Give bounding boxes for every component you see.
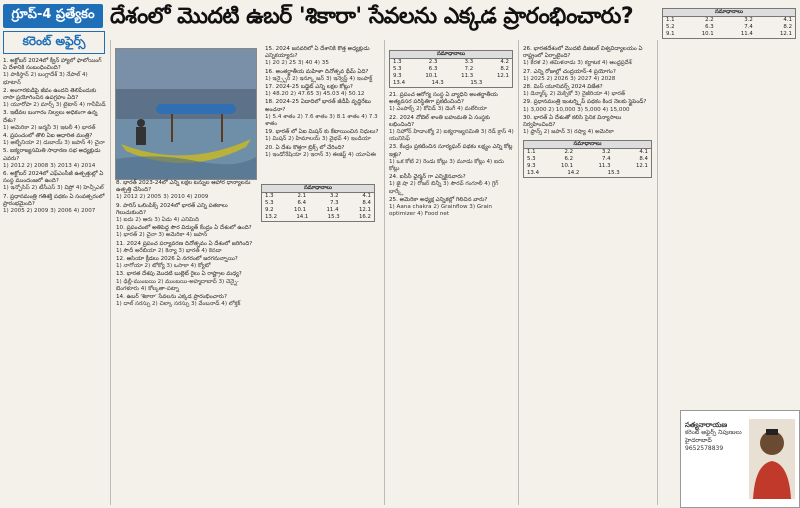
question-text: 7. ప్రధానమంత్రి గతిశక్తి పథకం ఏ సంవత్సరంలో ప్రారంభమైంది? xyxy=(3,193,105,207)
left-column xyxy=(0,0,108,216)
answer-cell: 14.3 xyxy=(431,80,444,86)
author-phone: 9652578839 xyxy=(685,445,724,452)
question-options: 1) అల్బేనియా 2) దుబాయ్ 3) జపాన్ 4) చైనా xyxy=(3,140,105,147)
question-text: 17. 2024-25 బడ్జెట్ ఎన్ని లక్షల కోట్లు? xyxy=(265,84,353,91)
answer-cell: 15.3 xyxy=(607,170,620,177)
page-title: దేశంలో మొదటి ఉబర్ 'శికారా' సేవలను ఎక్కడ ప్రారంభించారు? xyxy=(110,4,634,29)
answer-cell: 6.2 xyxy=(564,156,574,163)
question-text: 21. ప్రపంచ ఆరోగ్య సంస్థ ఏ వ్యాధిని అంతర్జాతీయ అత్యవసర పరిస్థితిగా ప్రకటించింది? xyxy=(389,92,498,106)
question-options: 1) ఒక కోటి 2) రెండు కోట్లు 3) మూడు కోట్లు 4) ఐదు కోట్లు xyxy=(389,158,504,173)
question-item xyxy=(523,46,653,68)
question-8: 8. భారత్ 2023-24లో ఎన్ని లక్షల టన్నుల ఆహార ధాన్యాలను ఉత్పత్తి చేసింది? 1) 2012 2) 2005 3) 2010 4) 2009 xyxy=(116,180,251,201)
answer-cell: 12.1 xyxy=(496,73,509,79)
answer-cell: 12.1 xyxy=(779,31,792,37)
question-text: 23. కేంద్రం ప్రకటించిన సూర్యఘర్ పథకం లక్ష్యం ఎన్ని కోట్ల ఇళ్లు? xyxy=(389,144,513,158)
question-item xyxy=(3,110,106,132)
question-text: 30. భారత్ ఏ దేశంతో కలిసి సైనిక విన్యాసాలు నిర్వహించింది? xyxy=(523,114,622,129)
answer-row xyxy=(390,80,512,87)
question-options: 1) నిహోన్ హిడాంక్యో 2) ఐక్యరాజ్యసమితి 3) రెడ్ క్రాస్ 4) యునిసెఫ్ xyxy=(389,129,514,143)
answer-cell: 11.4 xyxy=(740,31,753,37)
article-questions xyxy=(113,180,258,309)
column-divider xyxy=(657,40,658,505)
answer-cell: 6.3 xyxy=(428,66,438,72)
answer-cell: 9.3 xyxy=(527,163,536,170)
answer-cell: 5.2 xyxy=(666,24,675,30)
question-item xyxy=(3,148,106,170)
question-options: 1) ఎంపాక్స్ 2) కోవిడ్ 3) డెంగీ 4) మలేరియా xyxy=(389,106,487,113)
question-options: 1) అమెరికా 2) జర్మనీ 3) ఇటలీ 4) భారత్ xyxy=(3,124,96,131)
column-3 xyxy=(386,46,516,219)
answer-row xyxy=(262,193,374,200)
question-item xyxy=(389,144,514,173)
answer-cell: 1.3 xyxy=(393,59,402,65)
answer-row xyxy=(524,149,651,156)
answers-box-2 xyxy=(389,50,513,88)
answer-cell: 2.2 xyxy=(705,17,714,23)
answer-cell: 6.3 xyxy=(705,24,714,30)
answer-cell: 11.3 xyxy=(461,73,474,79)
answer-row xyxy=(390,59,512,66)
author-box xyxy=(680,410,800,508)
answer-cell: 5.3 xyxy=(527,156,536,163)
answer-cell: 9.1 xyxy=(666,31,675,37)
answer-cell: 2.2 xyxy=(564,149,574,156)
answer-cell: 2.1 xyxy=(297,193,307,199)
answer-cell: 4.1 xyxy=(362,193,371,199)
question-text: 4. ప్రపంచంలో తొలి ఏఐ ఆధారిత మంత్రి? xyxy=(3,133,93,140)
answer-cell: 9.2 xyxy=(265,207,274,213)
answer-cell: 3.3 xyxy=(464,59,474,65)
question-12: 12. ఆసియా క్రీడలు 2026 ఏ నగరంలో జరగనున్నాయి? 1) నాగోయా 2) టోక్యో 3) ఒసాకా 4) క్యోటో xyxy=(116,256,238,270)
middle-questions xyxy=(262,46,382,160)
answer-row xyxy=(262,200,374,207)
question-item xyxy=(523,115,653,137)
answer-cell: 15.3 xyxy=(327,214,340,220)
question-options: 1) 2012 2) 2008 3) 2013 4) 2014 xyxy=(3,162,96,169)
answer-cell: 10.1 xyxy=(294,207,307,213)
answers-heading: సమాధానాలు xyxy=(524,141,651,149)
answer-cell: 1.1 xyxy=(527,149,536,156)
question-text: 24. ఐసీసీ ఛైర్మన్ గా ఎన్నికైనవారు? xyxy=(389,174,466,181)
answer-row xyxy=(262,214,374,221)
answer-row xyxy=(524,170,651,177)
answer-cell: 8.2 xyxy=(500,66,509,72)
author-name: సత్యనారాయణ xyxy=(685,421,728,429)
answers-box-1 xyxy=(261,184,375,222)
question-options: 1) డెన్మార్క్ 2) మెక్సికో 3) నైజీరియా 4) భారత్ xyxy=(523,91,626,98)
question-item xyxy=(3,133,106,147)
middle-answers-column xyxy=(258,180,378,226)
shikara-photo xyxy=(115,48,257,180)
answer-cell: 8.2 xyxy=(783,24,792,30)
question-text: 22. 2024 నోబెల్ శాంతి బహుమతి ఏ సంస్థకు లభించింది? xyxy=(389,114,490,128)
question-options: 1) పాకిస్థాన్ 2) బంగ్లాదేశ్ 3) నేపాల్ 4) భూటాన్ xyxy=(3,72,88,86)
answer-row xyxy=(390,73,512,80)
question-text: 28. మిస్ యూనివర్స్ 2024 విజేత? xyxy=(523,84,603,91)
answer-cell: 11.4 xyxy=(326,207,339,213)
question-14: 14. ఉబర్ 'శికారా' సేవలను ఎక్కడ ప్రారంభించారు? 1) దాల్ సరస్సు 2) చిల్కా సరస్సు 3) వేంబనాడ్ 4) లోక్తక్ xyxy=(116,294,241,308)
question-options: 1) ఇన్ఫోసిస్ 2) టీసీఎస్ 3) విప్రో 4) హెచ్సీఎల్ xyxy=(3,185,104,192)
answer-cell: 12.1 xyxy=(635,163,648,170)
question-text: 27. ఎన్ని రోజుల్లో చంద్రయాన్-4 ప్రయోగం? xyxy=(523,68,616,75)
answer-row xyxy=(524,156,651,163)
question-item xyxy=(389,174,514,196)
answer-cell: 13.2 xyxy=(265,214,278,220)
answer-cell: 7.4 xyxy=(601,156,611,163)
question-options: 1) యూరోపా 2) మార్స్ 3) టైటాన్ 4) గానీమీడ్ xyxy=(3,102,106,109)
answers-heading: సమాధానాలు xyxy=(390,51,512,59)
question-13: 13. భారత దేశపు మొదటి బుల్లెట్ రైలు ఏ రాష్ట్రాల మధ్య? 1) ఢిల్లీ-ముంబయి 2) ముంబయి-అహ్మదాబాద్ 3) చెన్నై-బెంగళూరు 4) కోల్కతా-పట్నా xyxy=(116,271,242,292)
question-options: 1) మిషన్ 2) హిమాలయ్ 3) వైభవ్ 4) ఇండియా xyxy=(265,136,371,143)
question-item xyxy=(265,84,380,98)
answer-cell: 2.3 xyxy=(428,59,438,65)
answer-cell: 13.4 xyxy=(527,170,540,177)
answer-cell: 5.3 xyxy=(265,200,274,206)
question-text: 20. ఏ దేశం కొత్తగా బ్రిక్స్ లో చేరింది? xyxy=(265,144,345,151)
question-options: 1) 2005 2) 2009 3) 2006 4) 2007 xyxy=(3,208,96,215)
answers-box-4 xyxy=(662,8,796,39)
author-role: కరెంట్ అఫైర్స్ నిపుణులు xyxy=(685,429,742,436)
question-item xyxy=(265,69,380,83)
answer-cell: 7.3 xyxy=(329,200,339,206)
answer-cell: 10.1 xyxy=(561,163,574,170)
question-text: 16. అంతర్జాతీయ మహిళా దినోత్సవ థీమ్ ఏది? xyxy=(265,68,369,75)
question-item xyxy=(389,197,514,219)
answer-cell: 15.3 xyxy=(470,80,483,86)
answer-cell: 11.3 xyxy=(598,163,611,170)
question-options: 1) కేరళ 2) తమిళనాడు 3) కర్ణాటక 4) ఆంధ్రప్రదేశ్ xyxy=(523,60,632,67)
question-item xyxy=(265,99,380,128)
answer-cell: 4.2 xyxy=(500,59,509,65)
answer-cell: 3.2 xyxy=(744,17,753,23)
question-options: 1) 20 2) 25 3) 40 4) 35 xyxy=(265,60,329,67)
question-options: 1) 2025 2) 2026 3) 2027 4) 2028 xyxy=(523,75,616,82)
answer-cell: 9.3 xyxy=(393,73,402,79)
answer-row xyxy=(663,24,795,31)
question-item xyxy=(3,88,106,110)
question-item xyxy=(523,99,653,113)
question-options: 1) ఇన్స్పైర్ 2) ఇన్క్లూజన్ 3) ఇన్వెస్ట్ 4) ఇంపాక్ట్ xyxy=(265,75,373,82)
answer-row xyxy=(262,207,374,214)
question-item xyxy=(389,92,514,114)
section-badge: గ్రూప్-4 ప్రత్యేకం xyxy=(3,4,103,28)
section-subtitle: కరెంట్ అఫైర్స్ xyxy=(3,31,105,54)
question-list-1 xyxy=(0,58,108,215)
question-item xyxy=(265,145,380,159)
question-options: 1) ఫ్రాన్స్ 2) జపాన్ 3) రష్యా 4) అమెరికా xyxy=(523,129,614,136)
question-options: 1) 5.4 శాతం 2) 7.6 శాతం 3) 8.1 శాతం 4) 7.3 శాతం xyxy=(265,113,378,128)
answers-box-3 xyxy=(523,140,652,178)
answer-cell: 16.2 xyxy=(358,214,371,220)
answer-cell: 10.1 xyxy=(425,73,438,79)
answer-cell: 8.4 xyxy=(362,200,371,206)
question-10: 10. ప్రపంచంలో అతిపెద్ద సౌర విద్యుత్ కేంద్రం ఏ దేశంలో ఉంది? 1) భారత్ 2) చైనా 3) అమెరికా 4) జపాన్ xyxy=(116,225,252,239)
question-text: 3. ఇటీవల బంగారం నిల్వలు అధికంగా ఉన్న దేశం? xyxy=(3,110,98,124)
question-item xyxy=(265,46,380,68)
answer-cell: 3.2 xyxy=(601,149,611,156)
question-9: 9. పారిస్ ఒలింపిక్స్ 2024లో భారత్ ఎన్ని పతకాలు గెలుచుకుంది? 1) ఐదు 2) ఆరు 3) ఏడు 4) ఎనిమిది xyxy=(116,202,228,224)
answer-row xyxy=(390,66,512,73)
question-text: 26. భారతదేశంలో మొదటి డిజిటల్ విశ్వవిద్యాలయం ఏ రాష్ట్రంలో ఏర్పాటైంది? xyxy=(523,46,643,60)
question-options: 1) 48.20 2) 47.65 3) 45.03 4) 50.12 xyxy=(265,91,365,98)
column-4 xyxy=(520,46,655,182)
question-text: 25. అమెరికా అధ్యక్ష ఎన్నికల్లో గెలిచిన వారు? xyxy=(389,196,488,203)
author-info xyxy=(685,421,745,453)
question-options: 1) Aana chakra 2) Grainflow 3) Grain optimizer 4) Food net xyxy=(389,204,492,218)
author-place: హైదరాబాద్ xyxy=(685,437,712,444)
answer-cell: 7.2 xyxy=(464,66,474,72)
column-divider xyxy=(518,40,519,505)
question-item xyxy=(3,58,106,87)
answers-heading: సమాధానాలు xyxy=(663,9,795,17)
answer-cell: 13.4 xyxy=(393,80,406,86)
answer-cell: 4.1 xyxy=(783,17,792,23)
question-item xyxy=(523,69,653,83)
answer-cell: 14.1 xyxy=(296,214,309,220)
question-text: 6. అక్టోబర్ 2024లో ఎఫ్ఎంసీజీ ఉత్పత్తుల్లో ఏ సంస్థ ముందంజలో ఉంది? xyxy=(3,171,104,185)
question-item xyxy=(523,84,653,98)
answers-heading: సమాధానాలు xyxy=(262,185,374,193)
answer-row xyxy=(663,31,795,38)
question-text: 2. అంగారకుడిపై జీవం ఉందని తెలిపేందుకు నాసా ప్రయోగించిన ఉపగ్రహం ఏది? xyxy=(3,87,97,102)
answer-cell: 14.2 xyxy=(567,170,580,177)
question-item xyxy=(3,171,106,193)
question-11: 11. 2024 ప్రపంచ పర్యావరణ దినోత్సవం ఏ దేశంలో జరిగింది? 1) సౌదీ అరేబియా 2) కెన్యా 3) భారత్ 4) కెనడా xyxy=(116,240,253,254)
column-5 xyxy=(659,4,799,43)
answer-row xyxy=(663,17,795,24)
column-divider xyxy=(384,40,385,505)
author-photo xyxy=(749,419,795,499)
answer-cell: 5.3 xyxy=(393,66,402,72)
question-text: 19. భారత్ లో ఏఐ మిషన్ కు కేటాయించిన నిధులు? xyxy=(265,129,379,136)
question-item xyxy=(3,194,106,216)
question-text: 18. 2024-25 ఏడాదిలో భారత్ జీడీపీ వృద్ధిరేటు అంచనా? xyxy=(265,99,371,113)
question-item xyxy=(389,115,514,144)
answer-cell: 1.3 xyxy=(265,193,274,199)
question-options: 1) 3,000 2) 10,000 3) 5,000 4) 15,000 xyxy=(523,106,630,113)
question-options: 1) జై షా 2) రోజర్ బిన్నీ 3) సౌరవ్ గంగూలీ 4) గ్రెగ్ బార్క్లే xyxy=(389,181,499,195)
question-text: 29. ప్రధానమంత్రి ఇంటర్న్షిప్ పథకం కింద నెలకు స్టైపెండ్? xyxy=(523,99,647,106)
answer-row xyxy=(524,163,651,170)
answer-cell: 6.4 xyxy=(297,200,307,206)
answer-cell: 3.2 xyxy=(329,193,339,199)
answer-cell: 10.1 xyxy=(701,31,714,37)
question-item xyxy=(265,129,380,143)
answer-cell: 1.1 xyxy=(666,17,675,23)
question-text: 5. ఐక్యరాజ్యసమితి సాధారణ సభ అధ్యక్షుడు ఎవరు? xyxy=(3,148,101,162)
person-icon xyxy=(749,419,795,499)
question-text: 1. అక్టోబర్ 2024లో క్వీన్ హ్యాలో ఫాలోయింగ్ ఏ దేశానికి సంబంధించింది? xyxy=(3,58,102,72)
answer-cell: 8.4 xyxy=(639,156,648,163)
question-text: 15. 2024 జనవరిలో ఏ దేశానికి కొత్త అధ్యక్షుడు ఎన్నికయ్యారు? xyxy=(265,46,370,60)
column-divider xyxy=(110,40,111,505)
shikara-illustration xyxy=(116,49,256,179)
answer-cell: 7.4 xyxy=(744,24,753,30)
answer-cell: 12.1 xyxy=(358,207,371,213)
answer-cell: 4.1 xyxy=(639,149,648,156)
question-options: 1) ఇండోనేషియా 2) ఇరాన్ 3) ఈజిప్ట్ 4) యూఏఈ xyxy=(265,151,377,158)
